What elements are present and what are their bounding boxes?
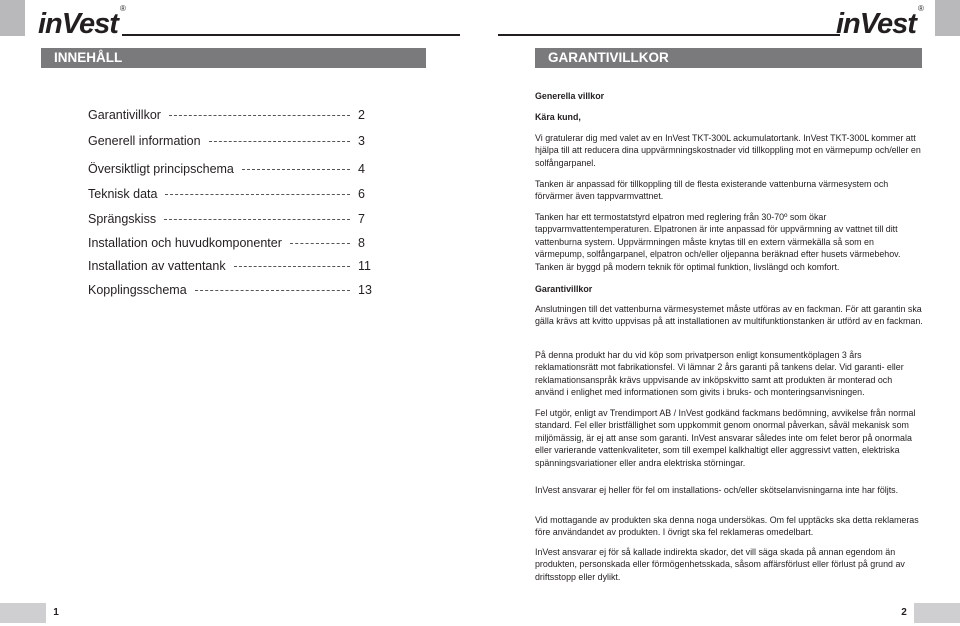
toc-item[interactable] — [88, 156, 374, 176]
toc-item-label: Teknisk data — [88, 187, 158, 201]
toc-item[interactable] — [88, 206, 374, 226]
logo-text: inVest — [38, 8, 118, 40]
toc-item[interactable] — [88, 102, 374, 122]
toc-item-page: 7 — [358, 212, 365, 226]
toc-item-label: Generell information — [88, 134, 201, 148]
toc-item[interactable] — [88, 181, 374, 201]
left-section-title — [41, 48, 426, 68]
toc-item[interactable] — [88, 253, 374, 273]
left-edge-tab — [0, 0, 25, 36]
logo-text: inVest — [836, 8, 916, 40]
right-header-rule — [498, 34, 840, 36]
registered-mark: ® — [120, 4, 126, 13]
toc-item-page: 6 — [358, 187, 365, 201]
paragraph: Vid mottagande av produkten ska denna noga undersökas. Om fel upptäcks ska detta reklameras före användandet av produkten. I övrigt ska fel reklameras omedelbart. — [535, 515, 919, 538]
paragraph: Tanken är anpassad för tillkoppling till de flesta existerande vattenburna värmesystem och förvärmer även tappvarmvattnet. — [535, 179, 889, 202]
section-title-text: INNEHÅLL — [54, 50, 123, 65]
toc-item-label: Kopplingsschema — [88, 283, 187, 297]
left-logo — [38, 4, 126, 40]
left-footer-bar — [0, 603, 46, 623]
section-title-text: GARANTIVILLKOR — [548, 50, 669, 65]
greeting: Kära kund, — [535, 112, 581, 122]
left-footer-bar-right — [66, 603, 67, 623]
toc-item-page: 2 — [358, 108, 365, 122]
toc-item-page: 8 — [358, 236, 365, 250]
right-section-title — [535, 48, 922, 68]
toc-item-page: 3 — [358, 134, 365, 148]
toc-item-page: 4 — [358, 162, 365, 176]
registered-mark: ® — [918, 4, 924, 13]
right-edge-tab — [935, 0, 960, 36]
right-page-number: 2 — [894, 603, 914, 623]
paragraph: På denna produkt har du vid köp som privatperson enligt konsumentköplagen 3 års reklamationsrätt mot fabrikationsfel. Vi lämnar 2 års garanti på tankens delar. Vid garanti- eller reklamationsanspråk krävs uppvisande av inköpskvitto samt att produkten är monterad och använd i enlighet med informationen som givits i bruks- och monteringsanvisningen. — [535, 350, 904, 398]
paragraph: InVest ansvarar ej för så kallade indirekta skador, det vill säga skada på annan egendom än produkten, personskada eller förmögenhetsskada, såsom affärsförlust eller förlust på grund av driftsstopp eller dylikt. — [535, 547, 905, 582]
toc-item-page: 13 — [358, 283, 372, 297]
toc-leader — [209, 141, 350, 142]
toc-item[interactable] — [88, 128, 374, 148]
toc-leader — [195, 290, 350, 291]
toc-leader — [234, 266, 350, 267]
toc-leader — [165, 194, 350, 195]
toc-item[interactable] — [88, 277, 374, 297]
toc-item[interactable] — [88, 230, 374, 250]
left-page-number: 1 — [46, 603, 66, 623]
heading-warranty: Garantivillkor — [535, 284, 593, 294]
toc-leader — [242, 169, 350, 170]
toc-item-label: Installation och huvudkomponenter — [88, 236, 282, 250]
toc-item-label: Installation av vattentank — [88, 259, 226, 273]
paragraph: Fel utgör, enligt av Trendimport AB / InVest godkänd fackmans bedömning, avvikelse från normal standard. Fel eller bristfällighet som uppkommit genom onormal påverkan, såväl mekanisk som miljömässig, är ej att anse som garanti. InVest ansvarar således inte om felet beror på onormala eller varierande vattenkvaliteter, som till exempel kalkhaltigt eller aggressivt vatten, elektriska spänningsvariationer eller andra elektriska störningar. — [535, 408, 916, 468]
paragraph: InVest ansvarar ej heller för fel om installations- och/eller skötselanvisningarna inte har följts. — [535, 485, 899, 495]
paragraph: Anslutningen till det vattenburna värmesystemet måste utföras av en fackman. För att garantin ska gälla krävs att kvitto uppvisas på att installationen av multifunktionstanken är utförd av en fackman. — [535, 304, 923, 327]
toc-item-page: 11 — [358, 259, 371, 273]
toc-item-label: Översiktligt principschema — [88, 162, 234, 176]
paragraph: Tanken har ett termostatstyrd elpatron med reglering från 30-70º som ökar tappvarmvattentemperaturen. Elpatronen är inte anpassad för uppvärmning av vattnet till ditt vattenburna system. Uppvärmningen måste knytas till en extern värmekälla så som en värmepump, solfångarpanel, elpatron och/eller oljepanna beräknad efter husets värmebehov. Tanken är byggd på modern teknik för optimal funktion, livslängd och komfort. — [535, 212, 901, 272]
right-logo — [836, 4, 924, 40]
right-footer-bar — [914, 603, 960, 623]
paragraph: Vi gratulerar dig med valet av en InVest TKT-300L ackumulatortank. InVest TKT-300L kommer att hjälpa till att reducera dina uppvärmningskostnader vid tillkoppling mot en värmepump och/eller en solfångarpanel. — [535, 133, 921, 168]
toc-item-label: Sprängskiss — [88, 212, 157, 226]
toc-leader — [290, 243, 350, 244]
heading-general-terms: Generella villkor — [535, 91, 605, 101]
toc-leader — [164, 219, 350, 220]
left-header-rule — [122, 34, 460, 36]
toc-item-label: Garantivillkor — [88, 108, 161, 122]
toc-leader — [169, 115, 350, 116]
